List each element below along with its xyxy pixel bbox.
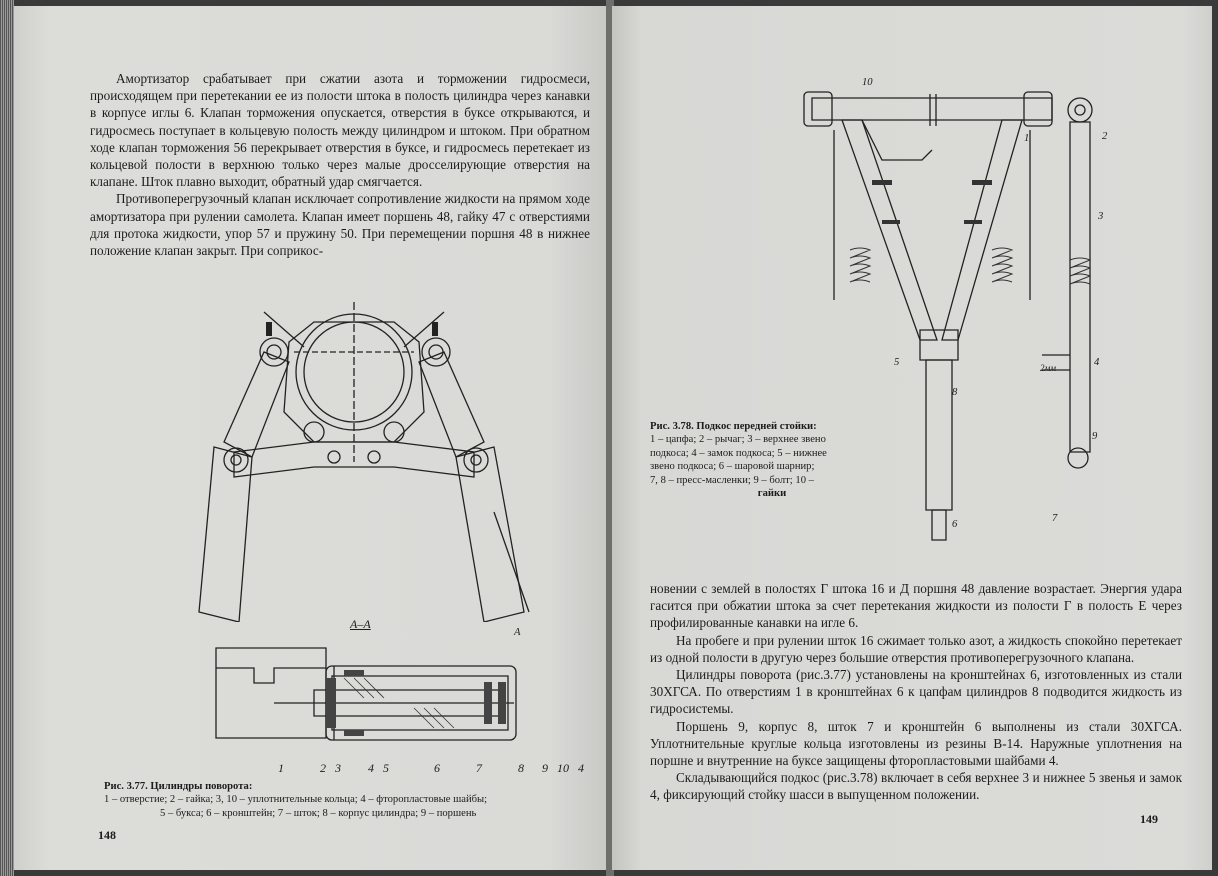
paragraph: Противоперегрузочный клапан исключает сопротивление жидкости на прямом ходе амортизатора при рулении самолета. Клапан имеет поршень 48, гайку 47 с отверстиями для протока жидкости, упор 57 и пружину 50. При перемещении поршня 48 в нижнее положение клапан закрыт. При соприкос-: [90, 191, 590, 259]
left-page: [14, 6, 608, 870]
callout-3: 3: [1098, 211, 1104, 222]
caption-line: 7, 8 – пресс-масленки; 9 – болт; 10 –: [650, 474, 814, 486]
section-label: А–А: [350, 617, 371, 631]
callout-1: 1: [278, 761, 284, 775]
callout-7: 7: [476, 761, 482, 775]
callout-8: 8: [952, 387, 958, 398]
paragraph: Складывающийся подкос (рис.3.78) включает в себя верхнее 3 и нижнее 5 звенья и замок 4, фиксирующий стойку шасси в выпущенном положении.: [650, 770, 1182, 803]
callout-4: 4: [1094, 357, 1100, 368]
right-body-text: [650, 580, 1182, 804]
arrow-label: А: [514, 627, 521, 638]
figure-3-77-top-view: [194, 292, 554, 622]
caption-line: 1 – отверстие; 2 – гайка; 3, 10 – уплотнительные кольца; 4 – фторопластовые шайбы;: [104, 794, 488, 806]
caption-line: 1 – цапфа; 2 – рычаг; 3 – верхнее звено: [650, 434, 826, 446]
paragraph: На пробеге и при рулении шток 16 сжимает только азот, а жидкость спокойно перетекает из одной полости в другую через большие отверстия противоперегрузочного клапана.: [650, 632, 1182, 665]
callout-2: 2: [320, 761, 326, 775]
caption-title: Рис. 3.78. Подкос передней стойки:: [650, 421, 817, 432]
callout-7: 7: [1052, 513, 1058, 524]
paragraph: новении с землей в полостях Г штока 16 и Д поршня 48 давление возрастает. Энергия удара гасится при обжатии штока за счет перетекания жидкости из полости Г в полость Е через профилированные канавки на игле 6.: [650, 581, 1182, 631]
callout-10: 10: [862, 77, 873, 88]
paragraph: Поршень 9, корпус 8, шток 7 и кронштейн 6 выполнены из стали 30ХГСА. Уплотнительные круглые кольца изготовлены из резины В-14. Наружные уплотнения на поршне и внутренние на буксе защищены фторопластовыми шайбами 4.: [650, 718, 1182, 769]
callout-4: 4: [368, 761, 374, 775]
paragraph: Амортизатор срабатывает при сжатии азота и торможении гидросмеси, происходящем при перетекании ее из полости штока в полость цилиндра через канавки в корпусе иглы 6. Клапан торможения опускается, отверстия в буксе открываются, и гидросмесь поступает в кольцевую полость между цилиндром и штоком. При обратном ходе клапан торможения 56 перекрывает отверстия в буксе, и гидросмесь перетекает из кольцевой полости в верхнюю только через малые дросселирующие отверстия на клапане. Шток плавно выходит, обратный удар смягчается.: [90, 71, 590, 190]
callout-row: [278, 762, 584, 775]
paragraph: Цилиндры поворота (рис.3.77) установлены на кронштейнах 6, изготовленных из стали 30ХГСА. По отверстиям 1 в кронштейнах 6 к цапфам цилиндров 8 подводится жидкость из гидросистемы.: [650, 667, 1182, 717]
callout-5: 5: [383, 761, 389, 775]
figure-3-78-caption: [650, 420, 894, 500]
callout-9: 9: [542, 761, 548, 775]
caption-title: Рис. 3.77. Цилиндры поворота:: [104, 781, 253, 792]
callout-8: 8: [518, 761, 524, 775]
callout-10: 10: [557, 761, 569, 775]
right-page: [612, 6, 1212, 870]
figure-3-77-section-view: [214, 638, 524, 758]
left-body-text: [90, 70, 590, 259]
caption-line: звено подкоса; 6 – шаровой шарнир;: [650, 461, 815, 473]
page-stack-edge: [0, 0, 14, 876]
callout-4b: 4: [578, 761, 584, 775]
callout-9: 9: [1092, 431, 1098, 442]
caption-line: подкоса; 4 – замок подкоса; 5 – нижнее: [650, 447, 827, 459]
callout-3: 3: [335, 761, 341, 775]
figure-3-77-caption: [104, 780, 604, 820]
callout-2: 2: [1102, 131, 1108, 142]
callout-1: 1: [1024, 133, 1030, 144]
caption-line: 5 – букса; 6 – кронштейн; 7 – шток; 8 – корпус цилиндра; 9 – поршень: [160, 807, 477, 819]
callout-5: 5: [894, 357, 900, 368]
page-number: 149: [1140, 812, 1158, 826]
callout-6: 6: [434, 761, 440, 775]
caption-line: гайки: [757, 488, 787, 500]
callout-2mm: 2мм: [1040, 363, 1056, 373]
page-number: 148: [98, 828, 116, 842]
callout-6: 6: [952, 519, 958, 530]
